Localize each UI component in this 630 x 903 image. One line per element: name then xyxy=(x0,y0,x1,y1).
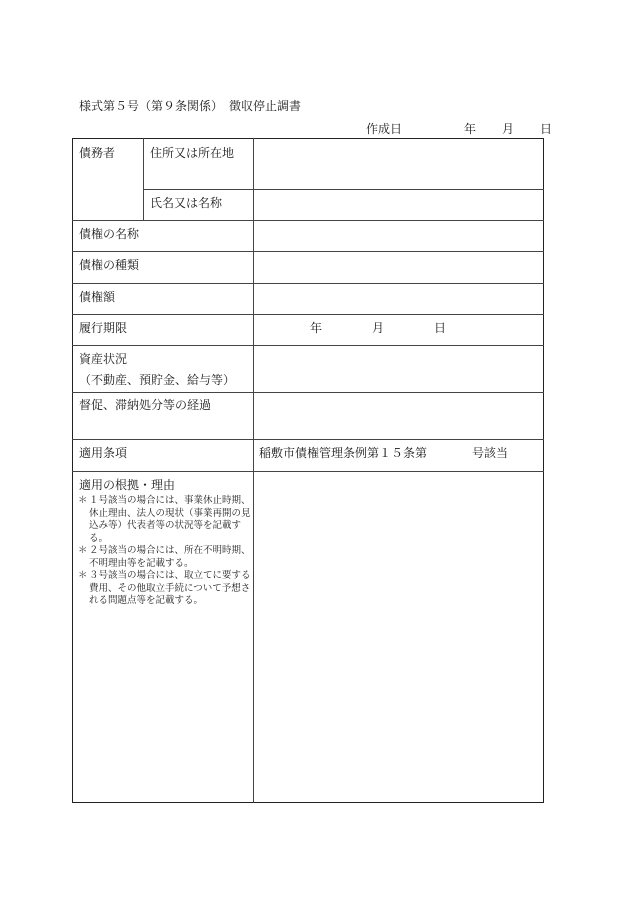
clause-value-suffix: 号該当 xyxy=(472,446,509,460)
claim-type-label: 債権の種類 xyxy=(79,258,140,272)
debtor-label: 債務者 xyxy=(79,146,116,160)
progress-label: 督促、滞納処分等の経過 xyxy=(79,398,212,412)
progress-field[interactable] xyxy=(254,393,543,439)
claim-name-label: 債権の名称 xyxy=(79,227,140,241)
created-month-label: 月 xyxy=(502,122,515,136)
note-item: ＊ １号該当の場合には、事業休止時期、休止理由、法人の現状（事業再開の見込み等）代表者等の状況等を記載する。 xyxy=(78,495,254,545)
assets-label: 資産状況 xyxy=(79,352,128,366)
due-month-label: 月 xyxy=(372,321,385,335)
claim-amount-label: 債権額 xyxy=(79,290,116,304)
claim-type-field[interactable] xyxy=(254,252,543,283)
claim-amount-field[interactable] xyxy=(254,284,543,314)
name-field[interactable] xyxy=(254,190,543,220)
created-year-label: 年 xyxy=(464,122,477,136)
basis-notes xyxy=(78,495,254,608)
clause-value-prefix: 稲敷市債権管理条例第１５条第 xyxy=(259,446,428,460)
form-title: 様式第５号（第９条関係） 徴収停止調書 xyxy=(79,99,302,113)
due-date-field[interactable] xyxy=(254,315,543,345)
note-item: ＊ ２号該当の場合には、所在不明時期、不明理由等を記載する。 xyxy=(78,545,254,570)
due-date-label: 履行期限 xyxy=(79,321,128,335)
assets-field[interactable] xyxy=(254,346,543,392)
name-label: 氏名又は名称 xyxy=(150,196,223,210)
created-date-label: 作成日 xyxy=(366,122,403,136)
due-day-label: 日 xyxy=(434,321,447,335)
created-day-label: 日 xyxy=(540,122,553,136)
table-divider xyxy=(143,138,144,220)
table-divider xyxy=(72,439,544,440)
note-item: ＊ ３号該当の場合には、取立てに要する費用、その他取立手続について予想される問題点等を記載する。 xyxy=(78,570,254,608)
due-year-label: 年 xyxy=(310,321,323,335)
address-label: 住所又は所在地 xyxy=(150,146,235,160)
basis-field[interactable] xyxy=(254,472,543,802)
basis-label: 適用の根拠・理由 xyxy=(79,478,176,492)
address-field[interactable] xyxy=(254,139,543,189)
applicable-clause-label: 適用条項 xyxy=(79,446,128,460)
assets-sublabel: （不動産、預貯金、給与等） xyxy=(79,373,236,387)
claim-name-field[interactable] xyxy=(254,221,543,251)
